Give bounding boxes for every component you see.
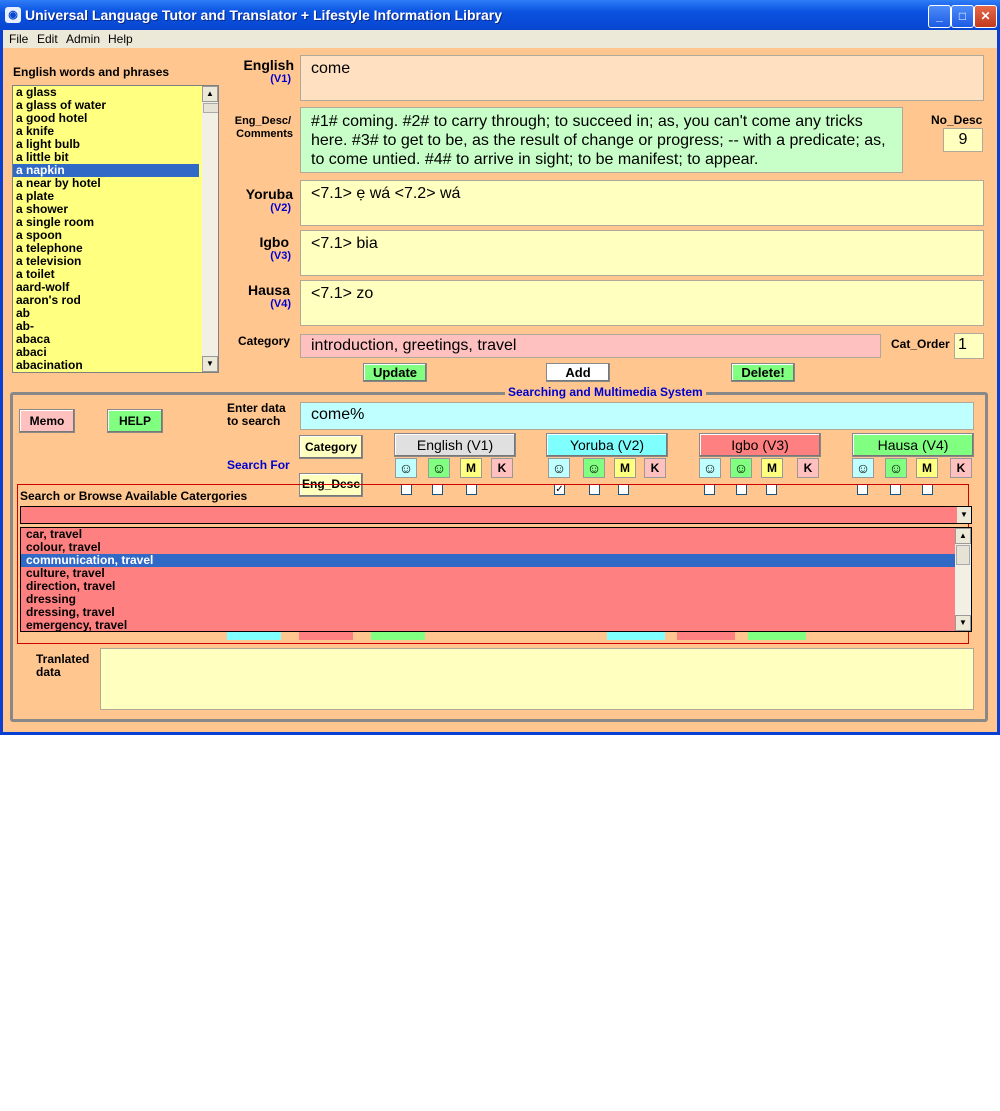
scroll-thumb[interactable] [203,103,219,113]
word-list-item[interactable]: a toilet [16,267,55,281]
word-list-item[interactable]: abacination [16,358,83,372]
menu-edit[interactable]: Edit [37,32,58,46]
checkbox-checked[interactable]: ✓ [555,484,564,495]
title-bar [0,0,1000,30]
english-search-button[interactable]: English (V1) [394,433,516,457]
hausa-field[interactable]: <7.1> zo [300,280,984,326]
dropdown-scrollbar[interactable] [955,528,971,631]
hausa-label: Hausa [247,282,290,298]
yoruba-field[interactable]: <7.1> ẹ wá <7.2> wá [300,180,984,226]
k-button[interactable]: K [644,458,666,478]
word-list-item[interactable]: a little bit [16,150,69,164]
k-button[interactable]: K [797,458,819,478]
yoruba-tag: (V2) [270,202,291,214]
scroll-up-icon[interactable]: ▲ [955,528,971,544]
menu-file[interactable]: File [9,32,29,46]
memo-button[interactable]: Memo [19,409,75,433]
scroll-down-icon[interactable]: ▼ [955,615,971,631]
translated-field[interactable] [100,648,974,710]
menu-bar [3,30,997,48]
m-button[interactable]: M [614,458,636,478]
smiley-icon[interactable]: ☺ [395,458,417,478]
word-list-item[interactable]: a knife [16,124,55,138]
desc-label-1: Eng_Desc/ [234,115,291,127]
nodesc-field[interactable]: 9 [943,128,983,152]
word-list-item[interactable]: a telephone [16,241,83,255]
word-list-item[interactable]: abaca [16,332,51,346]
word-list-item[interactable]: abaci [16,345,47,359]
english-field[interactable]: come [300,55,984,101]
word-list-item[interactable]: a spoon [16,228,63,242]
category-list-item[interactable]: dressing [26,592,77,606]
enter-label-1: Enter data [227,401,286,415]
wordlist-header: English words and phrases [13,65,170,79]
category-label: Category [237,334,290,348]
update-button[interactable]: Update [363,363,427,382]
minimize-button[interactable]: _ [928,5,951,28]
smiley-green-icon[interactable]: ☺ [428,458,450,478]
word-list-item[interactable]: a shower [16,202,69,216]
word-list-item[interactable]: a near by hotel [16,176,101,190]
smiley-green-icon[interactable]: ☺ [583,458,605,478]
category-combo[interactable] [20,506,972,524]
word-list-item[interactable]: a plate [16,189,55,203]
word-list-item[interactable]: a television [16,254,82,268]
word-list-item[interactable]: a single room [16,215,95,229]
category-list-item[interactable]: direction, travel [26,579,116,593]
igbo-field[interactable]: <7.1> bia [300,230,984,276]
word-list-item[interactable]: a light bulb [16,137,80,151]
yoruba-label: Yoruba [245,186,293,202]
help-button[interactable]: HELP [107,409,163,433]
add-button[interactable]: Add [546,363,610,382]
word-list-item[interactable]: a glass of water [16,98,107,112]
scroll-up-icon[interactable]: ▲ [202,86,218,102]
dropdown-arrow-icon[interactable]: ▼ [957,507,971,523]
app-icon[interactable]: ◉ [5,7,21,23]
igbo-label: Igbo [259,234,289,250]
word-list-item[interactable]: a napkin [13,164,199,177]
word-list-item[interactable]: ab- [16,319,34,333]
category-field[interactable]: introduction, greetings, travel [300,334,881,358]
menu-admin[interactable]: Admin [66,32,101,46]
yoruba-search-button[interactable]: Yoruba (V2) [546,433,668,457]
delete-button[interactable]: Delete! [731,363,795,382]
translated-label-2: data [36,665,61,679]
igbo-search-button[interactable]: Igbo (V3) [699,433,821,457]
catorder-label: Cat_Order [891,337,950,351]
word-list-item[interactable]: a glass [16,85,57,99]
main-form [3,48,997,732]
smiley-green-icon[interactable]: ☺ [730,458,752,478]
menu-help[interactable]: Help [108,32,133,46]
browse-label: Search or Browse Available Catergories [20,489,248,503]
search-group-title: Searching and Multimedia System [505,385,706,399]
category-list-item[interactable]: dressing, travel [26,605,115,619]
m-button[interactable]: M [761,458,783,478]
category-list-item[interactable]: culture, travel [26,566,105,580]
desc-label-2: Comments [236,128,293,140]
scroll-thumb[interactable] [956,545,970,565]
engdesc-search-button[interactable]: Eng_Desc [299,473,363,497]
m-button[interactable]: M [460,458,482,478]
smiley-icon[interactable]: ☺ [699,458,721,478]
hausa-tag: (V4) [270,298,291,310]
hausa-search-button[interactable]: Hausa (V4) [852,433,974,457]
scroll-down-icon[interactable]: ▼ [202,356,218,372]
igbo-tag: (V3) [270,250,291,262]
enter-label-2: to search [227,414,281,428]
desc-field[interactable]: #1# coming. #2# to carry through; to succeed in; as, you can't come any tricks here. #3# to get to be, as the result of change or progress; -- with a predicate; as, to come untied. #4# to arrive in sight; to be manifest; to appear. [300,107,903,173]
smiley-icon[interactable]: ☺ [548,458,570,478]
nodesc-label: No_Desc [931,113,983,127]
category-list-item[interactable]: car, travel [26,527,83,541]
maximize-button[interactable]: □ [951,5,974,28]
word-list-scrollbar[interactable] [202,86,218,372]
k-button[interactable]: K [950,458,972,478]
translated-label-1: Tranlated [36,652,90,666]
search-for-label: Search For [227,458,290,472]
word-list-item[interactable]: aaron's rod [16,293,81,307]
word-list-item[interactable]: a good hotel [16,111,88,125]
word-list-item[interactable]: aard-wolf [16,280,70,294]
smiley-icon[interactable]: ☺ [852,458,874,478]
search-input[interactable]: come% [300,402,974,430]
word-list[interactable] [12,85,219,373]
english-label: English [243,57,294,73]
category-dropdown-list[interactable] [20,527,972,632]
category-list-item[interactable]: colour, travel [26,540,101,554]
english-tag: (V1) [270,73,291,85]
smiley-green-icon[interactable]: ☺ [885,458,907,478]
word-list-item[interactable]: ab [16,306,31,320]
category-search-button[interactable]: Category [299,435,363,459]
window-title: Universal Language Tutor and Translator + Lifestyle Information Library [25,7,503,23]
m-button[interactable]: M [916,458,938,478]
category-list-item[interactable]: emergency, travel [26,618,128,632]
catorder-field[interactable]: 1 [954,333,984,359]
category-list-item[interactable]: communication, travel [21,554,957,567]
close-button[interactable]: ✕ [974,5,997,28]
k-button[interactable]: K [491,458,513,478]
